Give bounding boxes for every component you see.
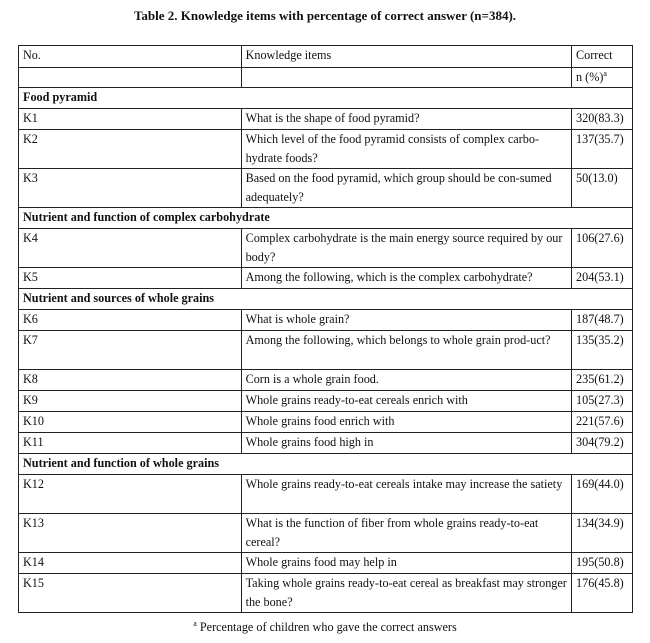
- header-correct-unit-mark: a: [603, 68, 607, 78]
- knowledge-item-text: Corn is a whole grain food.: [241, 370, 571, 391]
- correct-count-percent: 135(35.2): [572, 331, 633, 370]
- table-row: [19, 412, 633, 433]
- table-row: [19, 169, 633, 208]
- header-correct: Correct: [572, 46, 633, 68]
- correct-count-percent: 187(48.7): [572, 310, 633, 331]
- item-number: K10: [19, 412, 242, 433]
- table-row: [19, 331, 633, 370]
- section-row: [19, 208, 633, 229]
- header-sub-empty-2: [241, 68, 571, 88]
- correct-count-percent: 50(13.0): [572, 169, 633, 208]
- header-row: [19, 46, 633, 68]
- knowledge-item-text: Based on the food pyramid, which group should be con-sumed adequately?: [241, 169, 571, 208]
- correct-count-percent: 320(83.3): [572, 109, 633, 130]
- item-number: K5: [19, 268, 242, 289]
- correct-count-percent: 169(44.0): [572, 475, 633, 514]
- table-row: [19, 574, 633, 613]
- item-number: K4: [19, 229, 242, 268]
- correct-count-percent: 304(79.2): [572, 433, 633, 454]
- knowledge-table: [18, 45, 633, 613]
- table-row: [19, 553, 633, 574]
- table-footnote: [0, 620, 650, 635]
- header-correct-unit-text: n (%): [576, 70, 604, 84]
- table-row: [19, 130, 633, 169]
- correct-count-percent: 105(27.3): [572, 391, 633, 412]
- knowledge-item-text: Complex carbohydrate is the main energy source required by our body?: [241, 229, 571, 268]
- header-no: No.: [19, 46, 242, 68]
- knowledge-item-text: Which level of the food pyramid consists of complex carbo-hydrate foods?: [241, 130, 571, 169]
- item-number: K15: [19, 574, 242, 613]
- section-title: Nutrient and function of complex carbohydrate: [19, 208, 633, 229]
- knowledge-item-text: Whole grains ready-to-eat cereals enrich with: [241, 391, 571, 412]
- knowledge-item-text: Taking whole grains ready-to-eat cereal as breakfast may stronger the bone?: [241, 574, 571, 613]
- footnote-text: Percentage of children who gave the correct answers: [196, 620, 457, 634]
- knowledge-item-text: Whole grains food may help in: [241, 553, 571, 574]
- section-title: Nutrient and function of whole grains: [19, 454, 633, 475]
- correct-count-percent: 235(61.2): [572, 370, 633, 391]
- header-sub-empty-1: [19, 68, 242, 88]
- knowledge-item-text: Whole grains food enrich with: [241, 412, 571, 433]
- knowledge-item-text: Among the following, which is the complex carbohydrate?: [241, 268, 571, 289]
- table-row: [19, 433, 633, 454]
- section-row: [19, 88, 633, 109]
- section-title: Food pyramid: [19, 88, 633, 109]
- item-number: K3: [19, 169, 242, 208]
- table-row: [19, 268, 633, 289]
- section-row: [19, 289, 633, 310]
- correct-count-percent: 137(35.7): [572, 130, 633, 169]
- item-number: K11: [19, 433, 242, 454]
- footnote-mark: a: [193, 618, 197, 628]
- knowledge-item-text: What is the function of fiber from whole grains ready-to-eat cereal?: [241, 514, 571, 553]
- item-number: K13: [19, 514, 242, 553]
- table-caption: Table 2. Knowledge items with percentage of correct answer (n=384).: [133, 8, 517, 23]
- table-row: [19, 109, 633, 130]
- correct-count-percent: 134(34.9): [572, 514, 633, 553]
- knowledge-item-text: What is whole grain?: [241, 310, 571, 331]
- header-knowledge-items: Knowledge items: [241, 46, 571, 68]
- item-number: K14: [19, 553, 242, 574]
- section-row: [19, 454, 633, 475]
- item-number: K7: [19, 331, 242, 370]
- correct-count-percent: 221(57.6): [572, 412, 633, 433]
- header-subrow: [19, 68, 633, 88]
- item-number: K12: [19, 475, 242, 514]
- knowledge-item-text: Whole grains ready-to-eat cereals intake may increase the satiety: [241, 475, 571, 514]
- table-row: [19, 370, 633, 391]
- knowledge-item-text: Among the following, which belongs to whole grain prod-uct?: [241, 331, 571, 370]
- table-row: [19, 229, 633, 268]
- item-number: K2: [19, 130, 242, 169]
- table-row: [19, 514, 633, 553]
- correct-count-percent: 204(53.1): [572, 268, 633, 289]
- correct-count-percent: 195(50.8): [572, 553, 633, 574]
- knowledge-table-body: [19, 46, 633, 613]
- item-number: K9: [19, 391, 242, 412]
- section-title: Nutrient and sources of whole grains: [19, 289, 633, 310]
- knowledge-item-text: Whole grains food high in: [241, 433, 571, 454]
- item-number: K1: [19, 109, 242, 130]
- table-row: [19, 475, 633, 514]
- correct-count-percent: 176(45.8): [572, 574, 633, 613]
- correct-count-percent: 106(27.6): [572, 229, 633, 268]
- item-number: K6: [19, 310, 242, 331]
- knowledge-item-text: What is the shape of food pyramid?: [241, 109, 571, 130]
- item-number: K8: [19, 370, 242, 391]
- table-row: [19, 391, 633, 412]
- header-correct-unit: [572, 68, 633, 88]
- table-row: [19, 310, 633, 331]
